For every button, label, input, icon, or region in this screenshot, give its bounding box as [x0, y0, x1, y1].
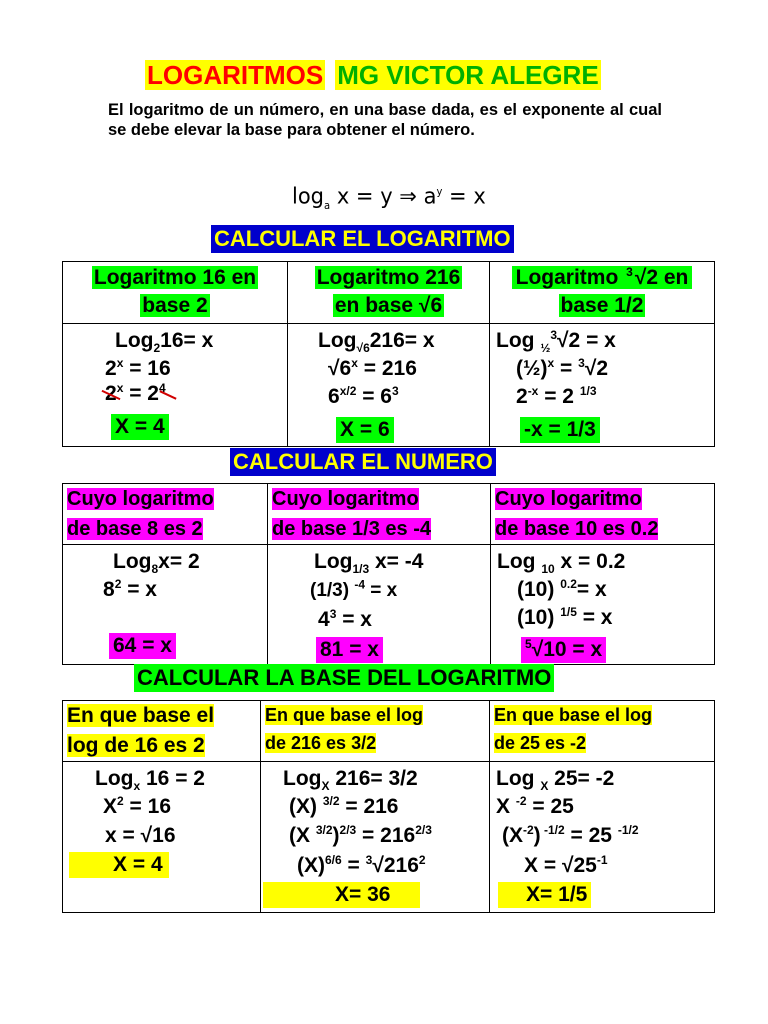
header-cell: En que base el log de 25 es -2 — [490, 701, 715, 762]
header-cell: Logaritmo $^3$√2 en base 1/2 — [490, 262, 715, 324]
result-highlight: -x = 1/3 — [520, 417, 600, 443]
solution-cell: Log$_x$ 16 = 2 $X^2 = 16$ x = √16 X = 4 — [63, 762, 261, 913]
header-cell: En que base el log de 216 es 3/2 — [261, 701, 490, 762]
table-logaritmo — [62, 261, 715, 447]
header-cell: Logaritmo 16 en base 2 — [63, 262, 288, 324]
solution-cell: Log$_{√6}$216= x $√6^x = 216$ $6^{x/2} = 6^3$ X = 6 — [288, 324, 490, 447]
result-highlight: X= 36 — [263, 882, 420, 908]
result-highlight: X = 4 — [69, 852, 169, 878]
title-logaritmos: LOGARITMOS — [147, 60, 324, 90]
section-heading-logaritmo: CALCULAR EL LOGARITMO — [211, 225, 514, 253]
section-heading-numero: CALCULAR EL NUMERO — [230, 448, 496, 476]
result-highlight: X= 1/5 — [498, 882, 591, 908]
solution-cell: Log $_{10}$ x = 0.2 (10) $^{0.2}$= x (10) $^{1/5}$ = x $^5$√10 = x — [491, 545, 715, 665]
solution-cell: Log$_X$ 216= 3/2 (X) $^{3/2}$ = 216 (X $^{3/2})^{2/3} = 216^{2/3}$ $(X)^{6/6} = ^3√216^2$ X= 36 — [261, 762, 490, 913]
table-base — [62, 700, 715, 913]
result-highlight: 81 = x — [316, 637, 383, 663]
header-cell: Logaritmo 216 en base √6 — [288, 262, 490, 324]
header-cell: En que base el log de 16 es 2 — [63, 701, 261, 762]
header-cell: Cuyo logaritmo de base 1/3 es -4 — [268, 484, 491, 545]
section-heading-base: CALCULAR LA BASE DEL LOGARITMO — [134, 664, 554, 692]
solution-cell: Log$_{1/3}$ x= -4 (1/3) $^{-4}$ = x $4^3 = x$ 81 = x — [268, 545, 491, 665]
table-numero — [62, 483, 715, 665]
result-highlight: $^5$√10 = x — [521, 637, 606, 663]
result-highlight: X = 6 — [336, 417, 394, 443]
solution-cell: Log $_X$ 25= -2 X $^{-2}$ = 25 $(X^{-2}) ^{-1/2} = 25$ $^{-1/2}$ $X = √25^{-1}$ X= 1/5 — [490, 762, 715, 913]
title-author: MG VICTOR ALEGRE — [337, 60, 599, 90]
solution-cell: Log $_{\frac{1}{2}}^3$√2 = x (½)$^x$ = $^3$√2 $2^{-x} = 2$ $^{1/3}$ -x = 1/3 — [490, 324, 715, 447]
solution-cell: Log$_8$x= 2 $8^2 = x$ 64 = x — [63, 545, 268, 665]
definition-formula: $\log_a x = y$ ⇒ $a^y = x$ — [292, 183, 486, 212]
intro-paragraph: El logaritmo de un número, en una base dada, es el exponente al cual se debe elevar la base para obtener el número. — [108, 101, 662, 139]
page-title — [145, 60, 601, 91]
result-highlight: 64 = x — [109, 633, 176, 659]
header-cell: Cuyo logaritmo de base 10 es 0.2 — [491, 484, 715, 545]
solution-cell: Log$_2$16= x $2^x = 16$ $2^x = 2^4$ X = 4 — [63, 324, 288, 447]
result-highlight: X = 4 — [111, 414, 169, 440]
header-cell: Cuyo logaritmo de base 8 es 2 — [63, 484, 268, 545]
